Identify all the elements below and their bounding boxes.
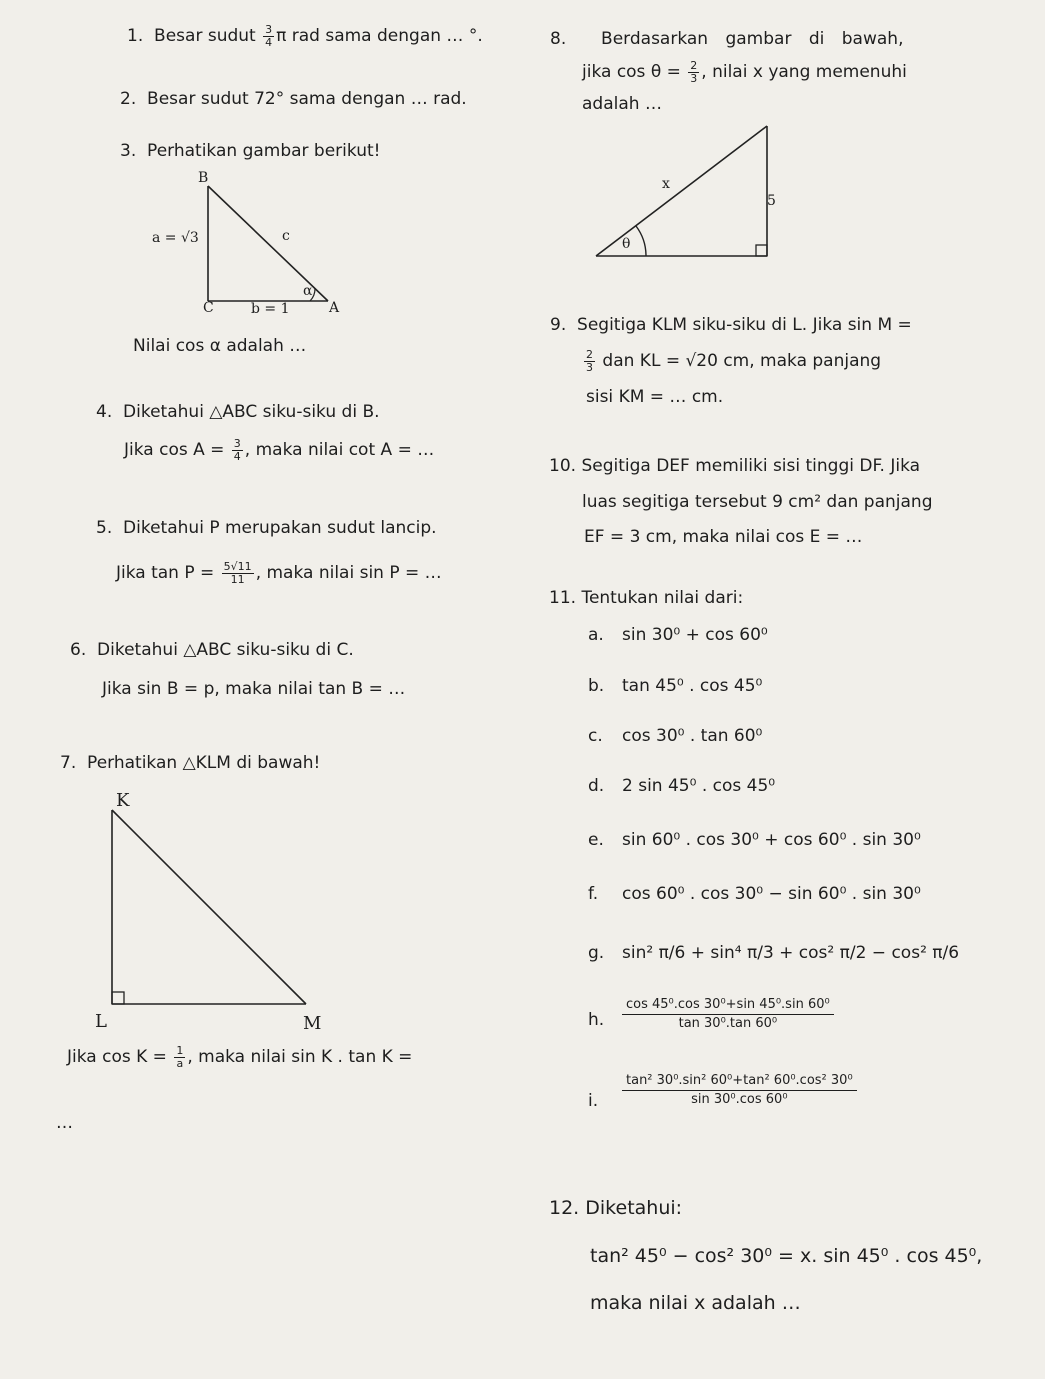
q11-item-c: cos 30⁰ . tan 60⁰ bbox=[622, 726, 763, 746]
q8-line2: jika cos θ = $\frac{2}{3}$ , nilai x yang memenuhi bbox=[582, 59, 907, 85]
q3-question: Nilai cos α adalah … bbox=[133, 336, 307, 356]
q11-item-b: tan 45⁰ . cos 45⁰ bbox=[622, 676, 763, 696]
q9-line2: $\frac{2}{3}$ dan KL = √20 cm, maka panjang bbox=[586, 348, 882, 374]
q3-label-a: a = √3 bbox=[152, 230, 199, 246]
q9-line3: sisi KM = … cm. bbox=[586, 387, 724, 407]
q11-item-h: $\frac{\text{cos 45⁰.cos 30⁰+sin 45⁰.sin 60⁰}}{\text{tan 30⁰.tan 60⁰}}$ bbox=[622, 996, 834, 1033]
q7-dots: … bbox=[56, 1113, 73, 1133]
q3-heading: 3. Perhatikan gambar berikut! bbox=[120, 141, 381, 161]
q6-line2: Jika sin B = p, maka nilai tan B = … bbox=[102, 679, 406, 699]
q8-label-theta: θ bbox=[622, 236, 631, 252]
q3-label-B: B bbox=[198, 170, 209, 186]
q7-label-L: L bbox=[95, 1011, 107, 1032]
q8-triangle-figure bbox=[590, 118, 790, 268]
q11-item-f-label: f. bbox=[588, 884, 599, 904]
q8-right-angle-mark bbox=[756, 245, 767, 256]
q11-item-e-label: e. bbox=[588, 830, 604, 850]
q8-line1: 8. Berdasarkan gambar di bawah, bbox=[550, 29, 904, 49]
q10-line1: 10. Segitiga DEF memiliki sisi tinggi DF. Jika bbox=[549, 456, 921, 476]
q2: 2. Besar sudut 72° sama dengan … rad. bbox=[120, 89, 467, 109]
q11-item-i: $\frac{\text{tan² 30⁰.sin² 60⁰+tan² 60⁰.cos² 30⁰}}{\text{sin 30⁰.cos 60⁰}}$ bbox=[622, 1072, 857, 1109]
q5-line2: Jika tan P = $\frac{5√11}{11}$ , maka nilai sin P = … bbox=[116, 560, 442, 586]
q7-right-angle-mark bbox=[112, 992, 124, 1004]
q12-title: 12. Diketahui: bbox=[549, 1197, 683, 1219]
q7-label-K: K bbox=[116, 790, 130, 811]
q7-side-KM bbox=[112, 810, 306, 1004]
q3-label-A: A bbox=[329, 300, 340, 316]
q7-label-M: M bbox=[303, 1013, 322, 1034]
q11-item-f: cos 60⁰ . cos 30⁰ − sin 60⁰ . sin 30⁰ bbox=[622, 884, 921, 904]
q8-label-x: x bbox=[662, 176, 670, 192]
q3-label-b: b = 1 bbox=[251, 301, 290, 317]
q11-item-g-label: g. bbox=[588, 943, 605, 963]
q4-line2: Jika cos A = $\frac{3}{4}$ , maka nilai cot A = … bbox=[124, 437, 435, 463]
q12-question: maka nilai x adalah … bbox=[590, 1292, 801, 1314]
q11-item-e: sin 60⁰ . cos 30⁰ + cos 60⁰ . sin 30⁰ bbox=[622, 830, 921, 850]
q7-triangle-figure bbox=[90, 790, 330, 1030]
q11-title: 11. Tentukan nilai dari: bbox=[549, 588, 744, 608]
q9-line1: 9. Segitiga KLM siku-siku di L. Jika sin M = bbox=[550, 315, 912, 335]
q11-item-d: 2 sin 45⁰ . cos 45⁰ bbox=[622, 776, 776, 796]
q8-label-5: 5 bbox=[767, 193, 776, 209]
q4-line1: 4. Diketahui △ABC siku-siku di B. bbox=[96, 402, 380, 422]
q10-line3: EF = 3 cm, maka nilai cos E = … bbox=[584, 527, 863, 547]
q6-line1: 6. Diketahui △ABC siku-siku di C. bbox=[70, 640, 354, 660]
q12-equation: tan² 45⁰ − cos² 30⁰ = x. sin 45⁰ . cos 45⁰, bbox=[590, 1245, 983, 1267]
q8-angle-arc bbox=[636, 226, 646, 256]
q11-item-c-label: c. bbox=[588, 726, 603, 746]
q11-item-d-label: d. bbox=[588, 776, 605, 796]
q11-item-h-label: h. bbox=[588, 1010, 605, 1030]
q3-label-alpha: α bbox=[303, 283, 313, 299]
q11-item-g: sin² π/6 + sin⁴ π/3 + cos² π/2 − cos² π/6 bbox=[622, 943, 960, 963]
q11-item-b-label: b. bbox=[588, 676, 605, 696]
q8-line3: adalah … bbox=[582, 94, 662, 114]
q11-item-a: sin 30⁰ + cos 60⁰ bbox=[622, 625, 768, 645]
q3-label-C: C bbox=[203, 300, 214, 316]
q11-item-a-label: a. bbox=[588, 625, 604, 645]
q7-line1: 7. Perhatikan △KLM di bawah! bbox=[60, 753, 321, 773]
q3-label-c: c bbox=[282, 228, 290, 244]
q5-line1: 5. Diketahui P merupakan sudut lancip. bbox=[96, 518, 437, 538]
q7-question: Jika cos K = $\frac{1}{a}$ , maka nilai sin K . tan K = bbox=[67, 1044, 413, 1070]
q1: 1. Besar sudut $\frac{3}{4}$ π rad sama dengan … °. bbox=[127, 23, 483, 49]
q10-line2: luas segitiga tersebut 9 cm² dan panjang bbox=[582, 492, 933, 512]
q11-item-i-label: i. bbox=[588, 1091, 599, 1111]
